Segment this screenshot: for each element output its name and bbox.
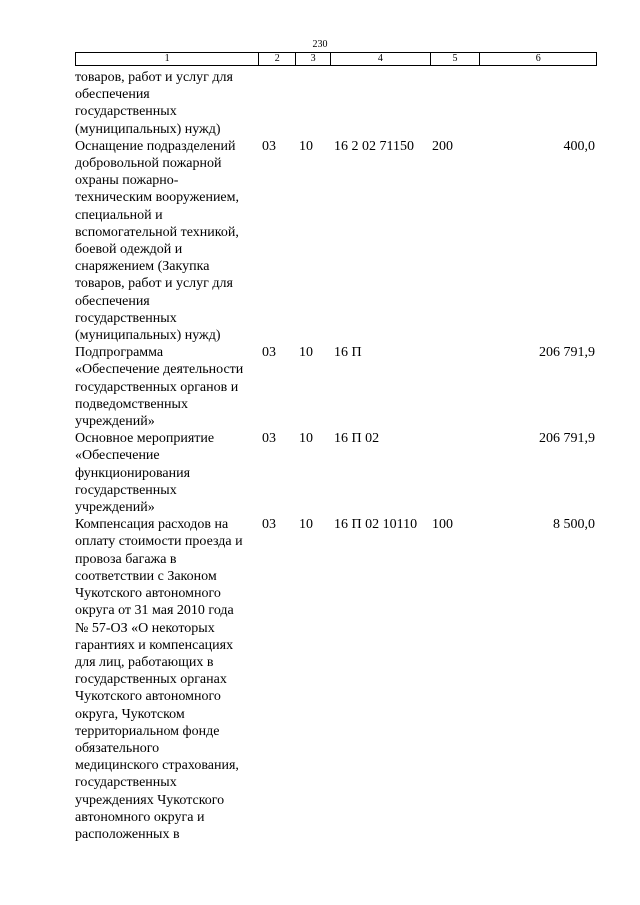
row-expense-type: 200 (432, 138, 453, 154)
row-section: 03 (262, 345, 276, 361)
table-row (75, 69, 597, 138)
row-target-code (331, 69, 431, 138)
row-amount: 206 791,9 (539, 431, 595, 447)
header-col-2: 2 (259, 53, 296, 65)
row-subsection: 10 (299, 517, 313, 533)
row-subsection: 10 (299, 345, 313, 361)
row-subsection: 10 (299, 431, 313, 447)
row-subsection (296, 69, 331, 138)
row-amount (481, 69, 597, 138)
row-target-code: 16 П (334, 345, 362, 361)
page-number: 230 (312, 39, 328, 50)
header-col-6: 6 (535, 53, 541, 64)
table-row (75, 516, 597, 843)
row-name: Компенсация расходов на оплату стоимости проезда и провоза багажа в соответствии с Законом Чукотского автономного округа от 31 мая 2010 года № 57-ОЗ «О некоторых гарантиях и компенсациях для лиц, работающих в государственных органах Чукотского автономного округа, Чукотском территориальном фонде обязательного медицинского страхования, государственных учреждениях Чукотского автономного округа и расположенных в (75, 517, 243, 842)
row-section: 03 (262, 517, 276, 533)
row-section: 03 (262, 138, 276, 154)
row-name: товаров, работ и услуг для обеспечения государственных (муниципальных) нужд) (75, 70, 233, 137)
row-expense-type: 100 (432, 517, 453, 533)
row-target-code: 16 2 02 71150 (334, 138, 414, 154)
row-target-code: 16 П 02 10110 (334, 517, 418, 533)
row-subsection: 10 (299, 138, 313, 154)
table-row (75, 138, 597, 344)
row-expense-type (431, 344, 481, 430)
row-amount: 206 791,9 (539, 345, 595, 361)
row-name: Подпрограмма «Обеспечение деятельности государственных органов и подведомственных учреждений» (75, 345, 244, 430)
header-col-4: 4 (331, 53, 431, 65)
row-expense-type (431, 69, 481, 138)
row-name: Оснащение подразделений добровольной пожарной охраны пожарно- техническим вооружением, специальной и вспомогательной техникой, боевой одеждой и снаряжением (Закупка товаров, работ и услуг для обеспечения государственных (муниципальных) нужд) (75, 138, 240, 344)
table-row (75, 344, 597, 430)
row-expense-type (431, 430, 481, 516)
header-col-1: 1 (76, 53, 259, 65)
budget-table-body (75, 69, 597, 843)
row-amount: 8 500,0 (553, 517, 595, 533)
header-col-5: 5 (431, 53, 481, 65)
header-col-3: 3 (296, 53, 331, 65)
row-section (259, 69, 296, 138)
row-section: 03 (262, 431, 276, 447)
table-header (75, 52, 597, 66)
row-amount: 400,0 (563, 138, 595, 154)
row-target-code: 16 П 02 (334, 431, 380, 447)
row-name: Основное мероприятие «Обеспечение функционирования государственных учреждений» (75, 431, 215, 516)
table-row (75, 430, 597, 516)
